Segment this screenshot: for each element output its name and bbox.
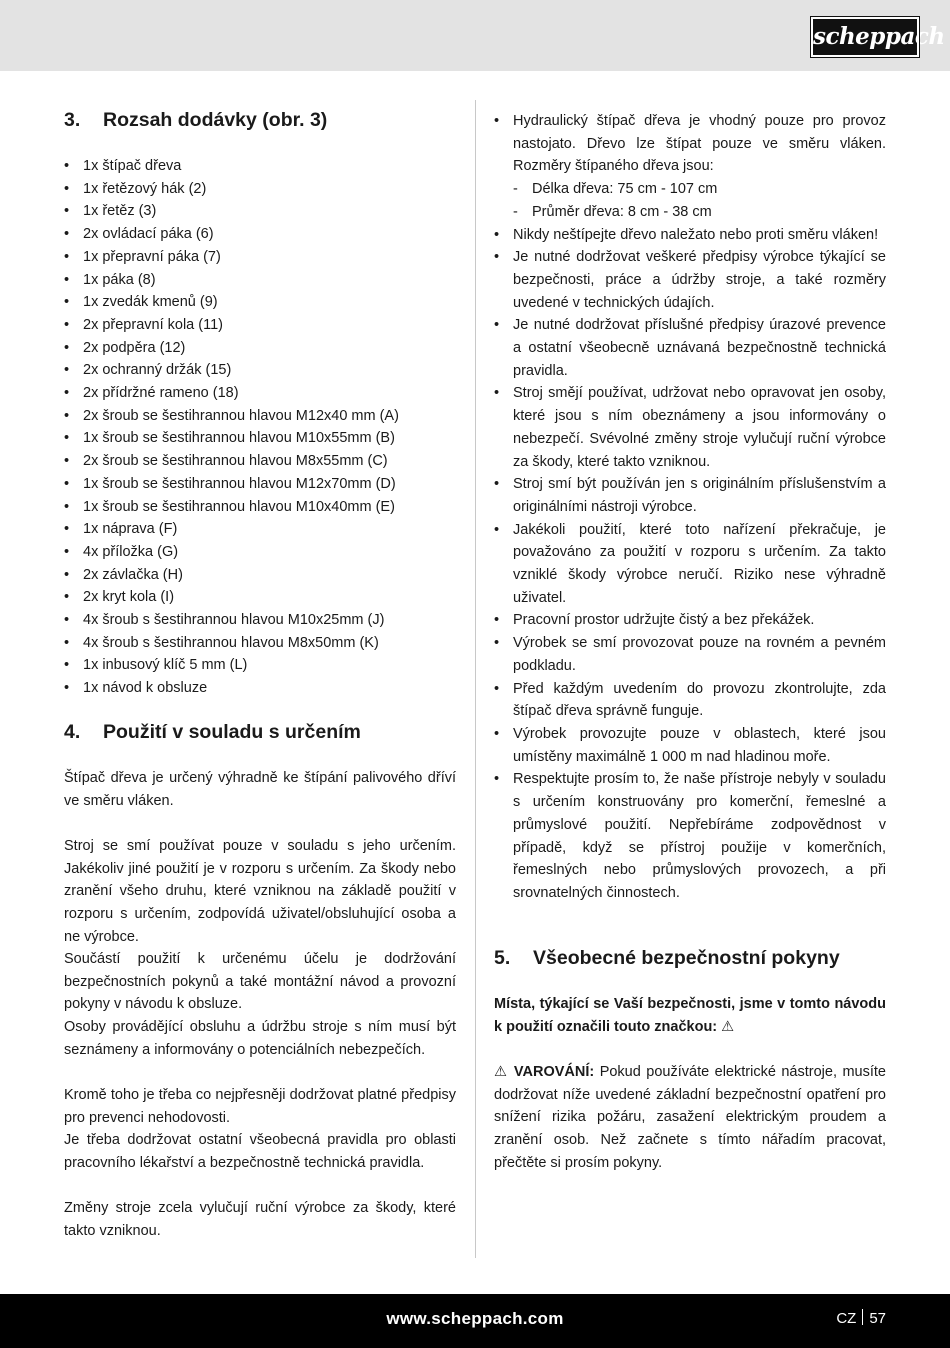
list-item: • 2x šroub se šestihrannou hlavou M12x40 mm (A) [64,405,456,428]
paragraph: Kromě toho je třeba co nejpřesněji dodržovat platné předpisy pro prevenci nehodovosti. [64,1087,456,1126]
section-4-heading [64,719,361,745]
list-subitem: - Délka dřeva: 75 cm - 107 cm [494,178,886,201]
list-item: • Nikdy neštípejte dřevo naležato nebo proti směru vláken! [494,224,886,247]
section-5-heading [494,945,840,971]
list-item: • 2x závlačka (H) [64,564,456,587]
list-item: • 1x přepravní páka (7) [64,246,456,269]
list-item: • Pracovní prostor udržujte čistý a bez překážek. [494,609,886,632]
list-item: • 4x příložka (G) [64,541,456,564]
list-item: • 1x šroub se šestihrannou hlavou M10x40mm (E) [64,496,456,519]
list-item: • 2x přídržné rameno (18) [64,382,456,405]
list-item: • 2x ochranný držák (15) [64,359,456,382]
brand-logo: scheppach [811,17,919,57]
list-item: • Jakékoli použití, které toto nařízení překračuje, je považováno za použití v rozporu s určením. Za takto vzniklé škody výrobce neručí. Riziko nese výhradně uživatel. [494,519,886,610]
section-4-title: Použití v souladu s určením [103,721,361,743]
paragraph: Štípač dřeva je určený výhradně ke štípání palivového dříví ve směru vláken. [64,770,456,809]
list-item: • Hydraulický štípač dřeva je vhodný pouze pro provoz nastojato. Dřevo lze štípat pouze ve směru vláken. Rozměry štípaného dřeva jsou: [494,110,886,178]
list-item: • Je nutné dodržovat veškeré předpisy výrobce týkající se bezpečnosti, práce a údržby stroje, a také rozměry uvedené v technických údajích. [494,246,886,314]
list-item: • 1x šroub se šestihrannou hlavou M10x55mm (B) [64,427,456,450]
warning-label: ⚠ VAROVÁNÍ: [494,1064,595,1080]
list-subitem: - Průměr dřeva: 8 cm - 38 cm [494,201,886,224]
warning-text: Pokud používáte elektrické nástroje, musíte dodržovat níže uvedené základní bezpečnostní opatření pro snížení rizika požáru, zasažení elektrickým proudem a zranění osob. Než začnete s tímto nářadím pracovat, přečtěte si prosím pokyny. [494,1064,886,1171]
list-item: • Výrobek provozujte pouze v oblastech, které jsou umístěny maximálně 1 000 m nad hladinou moře. [494,723,886,768]
list-item: • 4x šroub s šestihrannou hlavou M8x50mm (K) [64,632,456,655]
list-item: • Stroj smí být používán jen s originálním příslušenstvím a originálními nástroji výrobce. [494,473,886,518]
separator [862,1309,863,1325]
section-5-number: 5. [494,947,511,969]
list-item: • Výrobek se smí provozovat pouze na rovném a pevném podkladu. [494,632,886,677]
page-number: 57 [869,1310,886,1327]
list-item: • Před každým uvedením do provozu zkontrolujte, zda štípač dřeva správně funguje. [494,678,886,723]
footer-band [0,1294,950,1348]
usage-rules-list [494,110,886,905]
list-item: • 4x šroub s šestihrannou hlavou M10x25mm (J) [64,609,456,632]
page-info [836,1309,886,1327]
list-item: • 2x šroub se šestihrannou hlavou M8x55mm (C) [64,450,456,473]
header-band [0,0,950,71]
list-item: • 1x štípač dřeva [64,155,456,178]
safety-intro: Místa, týkající se Vaší bezpečnosti, jsme v tomto návodu k použití označili touto značkou: ⚠ [494,996,886,1035]
list-item: • 2x kryt kola (I) [64,586,456,609]
section-3-title: Rozsah dodávky (obr. 3) [103,109,328,131]
language-code: CZ [836,1310,857,1327]
paragraph: Součástí použití k určenému účelu je dodržování bezpečnostních pokynů a také montážní návod a provozní pokyny v návodu k obsluze. [64,951,456,1013]
list-item: • Je nutné dodržovat příslušné předpisy úrazové prevence a ostatní všeobecně uznávaná bezpečnostně technická pravidla. [494,314,886,382]
section-3-number: 3. [64,109,81,131]
list-item: • 1x náprava (F) [64,518,456,541]
list-item: • 2x přepravní kola (11) [64,314,456,337]
paragraph: Osoby provádějící obsluhu a údržbu stroje s ním musí být seznámeny a informovány o potenciálních nebezpečích. [64,1019,456,1058]
list-item: • 1x páka (8) [64,269,456,292]
list-item: • 1x řetězový hák (2) [64,178,456,201]
list-item: • 1x řetěz (3) [64,200,456,223]
section-5-title: Všeobecné bezpečnostní pokyny [533,947,840,969]
list-item: • 1x inbusový klíč 5 mm (L) [64,654,456,677]
column-divider [475,100,476,1258]
warning-paragraph [494,1061,886,1175]
list-item: • 1x návod k obsluze [64,677,456,700]
section-4-number: 4. [64,721,81,743]
paragraph: Je třeba dodržovat ostatní všeobecná pravidla pro oblasti pracovního lékařství a bezpečnostně technická pravidla. [64,1132,456,1171]
website-link[interactable]: www.scheppach.com [386,1309,564,1328]
list-item: • Stroj smějí používat, udržovat nebo opravovat jen osoby, které jsou s ním obeznámeny a jsou informovány o nebezpečí. Svévolné změny stroje vylučují ruční výrobce za škody, které takto vzniknou. [494,382,886,473]
list-item: • 2x ovládací páka (6) [64,223,456,246]
section-3-heading [64,107,327,133]
delivery-scope-list [64,155,456,700]
list-item: • 1x zvedák kmenů (9) [64,291,456,314]
list-item: • Respektujte prosím to, že naše přístroje nebyly v souladu s určením konstruovány pro komerční, řemeslné a průmyslové použití. Nepřebíráme zodpovědnost v případě, když se přístroj použije v komerčních, řemeslných nebo průmyslových provozech, a při srovnatelných činnostech. [494,768,886,904]
paragraph: Změny stroje zcela vylučují ruční výrobce za škody, které takto vzniknou. [64,1200,456,1239]
list-item: • 1x šroub se šestihrannou hlavou M12x70mm (D) [64,473,456,496]
paragraph: Stroj se smí používat pouze v souladu s jeho určením. Jakékoliv jiné použití je v rozporu s určením. Za škody nebo zranění všeho druhu, které vzniknou na základě použití v rozporu s určením, zodpovídá uživatel/obsluhující osoba a ne výrobce. [64,838,456,945]
list-item: • 2x podpěra (12) [64,337,456,360]
